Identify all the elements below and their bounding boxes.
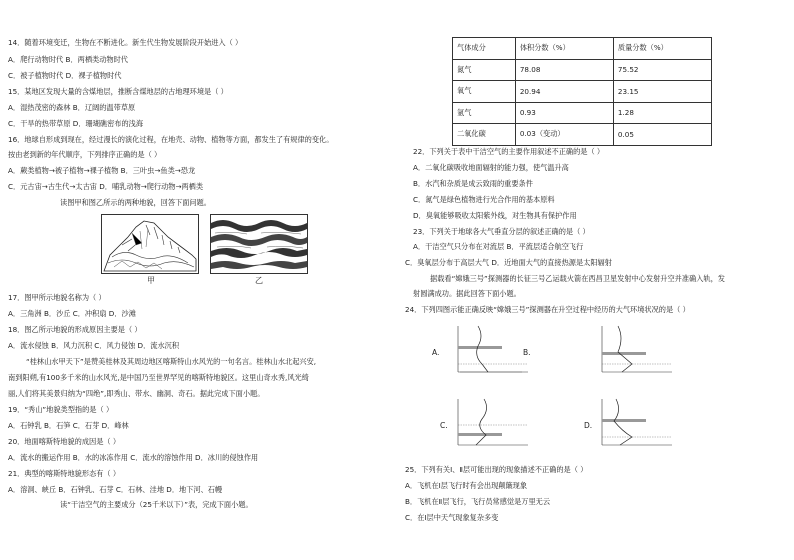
q16-options-ab: A．蕨类植物→被子植物→裸子植物 B．三叶虫→鱼类→恐龙 [8,166,196,175]
q22-option-b: B．水汽和杂质是成云致雨的重要条件 [413,179,533,188]
guilin-passage-2: 南到阳朔,有100多千米的山水风光,是中国乃至世界罕见的喀斯特地貌区。这里山奇水秀,风光绮 [8,373,309,382]
q15-stem: 15．某地区发现大量的含煤地层，推断含煤地层的古地理环境是（ ） [8,87,228,96]
table-cell: 氮气 [453,59,516,81]
table-cell: 20.94 [515,81,613,103]
table-row [453,102,712,124]
chang-e-passage-2: 射圆满成功。据此回答下面小题。 [413,289,521,298]
q24-graph-d [592,395,674,451]
q23-options-ab: A．干洁空气只分布在对流层 B．平流层适合航空飞行 [413,242,584,251]
q14-options-ab: A．爬行动物时代 B．两栖类动物时代 [8,55,128,64]
table-cell: 二氧化碳 [453,124,516,146]
q23-stem: 23．下列关于地球各大气垂直分层的叙述正确的是（ ） [413,227,590,236]
q17-options: A．三角洲 B．沙丘 C．冲积扇 D．沙滩 [8,309,136,318]
figure-yi-image [210,214,308,274]
q16-options-cd: C．元古宙→古生代→太古宙 D．哺乳动物→爬行动物→两栖类 [8,182,204,191]
table-header-row [453,38,712,60]
figure-jia-image [101,214,199,274]
table-row [453,59,712,81]
q16-stem: 16．地球自形成到现在，经过漫长的演化过程，在地壳、动物、植物等方面，都发生了有规律的变化。 [8,135,334,144]
q22-option-a: A．二氧化碳吸收地面辐射的能力强，使气温升高 [413,163,569,172]
guilin-passage-1: “桂林山水甲天下”是赞美桂林及其周边地区喀斯特山水风光的一句名言。桂林山水北起兴安, [26,357,317,366]
q15-options-ab: A．湿热茂密的森林 B．辽阔的温带草原 [8,103,136,112]
table-header: 气体成分 [453,38,516,60]
q15-options-cd: C．干旱的热带草原 D．珊瑚礁密布的浅海 [8,119,144,128]
q24-option-b-label: B. [523,348,531,357]
table-cell: 78.08 [515,59,613,81]
q17-stem: 17．图甲所示地貌名称为（ ） [8,293,106,302]
guilin-passage-3: 丽,人们将其美景归纳为“四绝”,即秀山、带水、幽洞、奇石。据此完成下面小题。 [8,389,265,398]
table-row [453,124,712,146]
table-cell: 1.28 [613,102,711,124]
figure-intro: 读图甲和图乙所示的两种地貌，回答下面问题。 [60,198,211,207]
table-intro: 读“干洁空气的主要成分（25千米以下）”表，完成下面小题。 [60,500,253,509]
q22-option-c: C．氮气是绿色植物进行光合作用的基本原料 [413,195,555,204]
q23-options-cd: C．臭氧层分布于高层大气 D．近地面大气的直接热源是太阳辐射 [405,258,612,267]
figure-jia-caption: 甲 [147,276,155,285]
gas-composition-table [452,37,712,146]
table-row [453,81,712,103]
table-cell: 0.03（变动） [515,124,613,146]
chang-e-passage-1: 据载看“嫦娥三号”探测器的长征三号乙运载火箭在西昌卫星发射中心发射升空并准确入轨，发 [430,274,725,283]
q21-options: A．溶洞、峡丘 B．石钟乳、石芽 C．石林、洼地 D．地下河、石幔 [8,485,223,494]
q20-options: A．流水的搬运作用 B．水的冰冻作用 C．流水的溶蚀作用 D．冰川的侵蚀作用 [8,453,259,462]
q18-stem: 18．图乙所示地貌的形成原因主要是（ ） [8,325,142,334]
table-header: 质量分数（%） [613,38,711,60]
q19-options: A．石钟乳 B．石笋 C．石芽 D．峰林 [8,421,129,430]
table-cell: 75.52 [613,59,711,81]
q24-option-c-label: C. [440,421,448,430]
q18-options: A．流水侵蚀 B．风力沉积 C．风力侵蚀 D．流水沉积 [8,341,180,350]
q24-option-a-label: A. [432,348,440,357]
q16-stem-cont: 按由老到新的年代顺序，下列排序正确的是（ ） [8,150,162,159]
table-cell: 0.05 [613,124,711,146]
table-header: 体积分数（%） [515,38,613,60]
q19-stem: 19．“秀山”地貌类型指的是（ ） [8,405,114,414]
q20-stem: 20．地面喀斯特地貌的成因是（ ） [8,437,121,446]
q22-option-d: D．臭氧能够吸收太阳紫外线，对生物具有保护作用 [413,211,577,220]
table-cell: 0.93 [515,102,613,124]
q21-stem: 21．典型的喀斯特地貌形态有（ ） [8,469,121,478]
table-cell: 氧气 [453,81,516,103]
q14-options-cd: C．被子植物时代 D．裸子植物时代 [8,71,122,80]
q14-stem: 14．随着环境变迁，生物在不断进化。新生代生物发展阶段开始进入（ ） [8,38,243,47]
q25-option-c: C．在Ⅰ层中天气现象复杂多变 [405,513,499,522]
q24-stem: 24．下列四图示能正确反映“嫦娥三号”探测器在升空过程中经历的大气环境状况的是（ ） [405,305,690,314]
table-cell: 氩气 [453,102,516,124]
figure-yi-caption: 乙 [255,276,263,285]
q25-option-a: A．飞机在Ⅰ层飞行时有会出现颠簸现象 [405,481,528,490]
q25-option-b: B．飞机在Ⅱ层飞行，飞行员常感觉是万里无云 [405,497,551,506]
q24-option-d-label: D. [584,421,593,430]
q24-graph-c [448,395,530,451]
q25-stem: 25．下列有关Ⅰ、Ⅱ层可能出现的现象描述不正确的是（ ） [405,465,588,474]
q24-graph-a [448,322,530,378]
q22-stem: 22．下列关于表中干洁空气的主要作用叙述不正确的是（ ） [413,147,605,156]
q24-graph-b [592,322,674,378]
table-cell: 23.15 [613,81,711,103]
